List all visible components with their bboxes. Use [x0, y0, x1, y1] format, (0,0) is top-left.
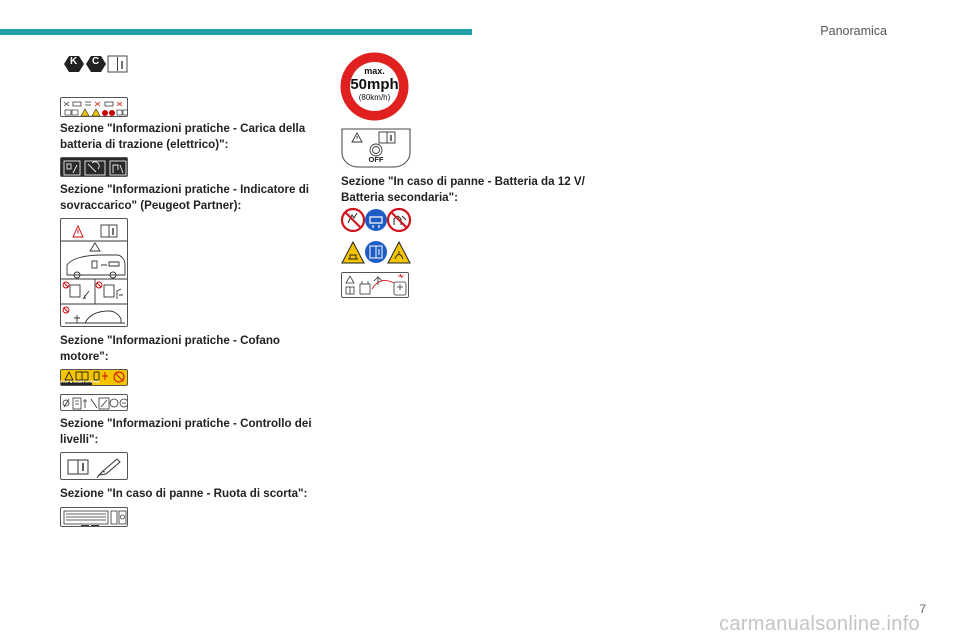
warning-label-strip [60, 97, 128, 117]
battery-safety-icons-row-2 [341, 239, 411, 265]
battery-jumpstart-label [341, 272, 409, 298]
badge-k: K [70, 56, 78, 67]
heading-levels: Sezione "Informazioni pratiche - Controllo dei livelli": [60, 417, 312, 446]
heading-12v-battery: Sezione "In caso di panne - Batteria da 12 V/ Batteria secondaria": [341, 175, 585, 204]
hood-label-text: STOP & START SYSTEM [60, 380, 100, 384]
speed-sign-sub: (80km/h) [358, 93, 391, 102]
hood-procedure-label [60, 394, 128, 411]
battery-safety-icons-row-1 [341, 207, 411, 233]
speed-sign-value: 50mph [350, 76, 399, 93]
section-title: Panoramica [820, 24, 887, 38]
heading-spare-wheel: Sezione "In caso di panne - Ruota di scorta": [60, 487, 308, 500]
traction-battery-label [60, 157, 128, 177]
heading-hood: Sezione "Informazioni pratiche - Cofano motore": [60, 334, 280, 363]
airbag-off-text: OFF [368, 155, 384, 164]
speed-sign-top: max. [364, 66, 385, 76]
spare-wheel-label [60, 507, 128, 527]
overload-indicator-label [60, 218, 128, 327]
levels-label [60, 452, 128, 480]
watermark: carmanualsonline.info [719, 613, 920, 635]
header-accent-bar [0, 29, 472, 35]
badge-c: C [92, 56, 100, 67]
page-number: 7 [919, 602, 926, 616]
heading-traction-battery: Sezione "Informazioni pratiche - Carica della batteria di trazione (elettrico)": [60, 122, 306, 151]
heading-overload: Sezione "Informazioni pratiche - Indicatore di sovraccarico" (Peugeot Partner): [60, 183, 309, 212]
